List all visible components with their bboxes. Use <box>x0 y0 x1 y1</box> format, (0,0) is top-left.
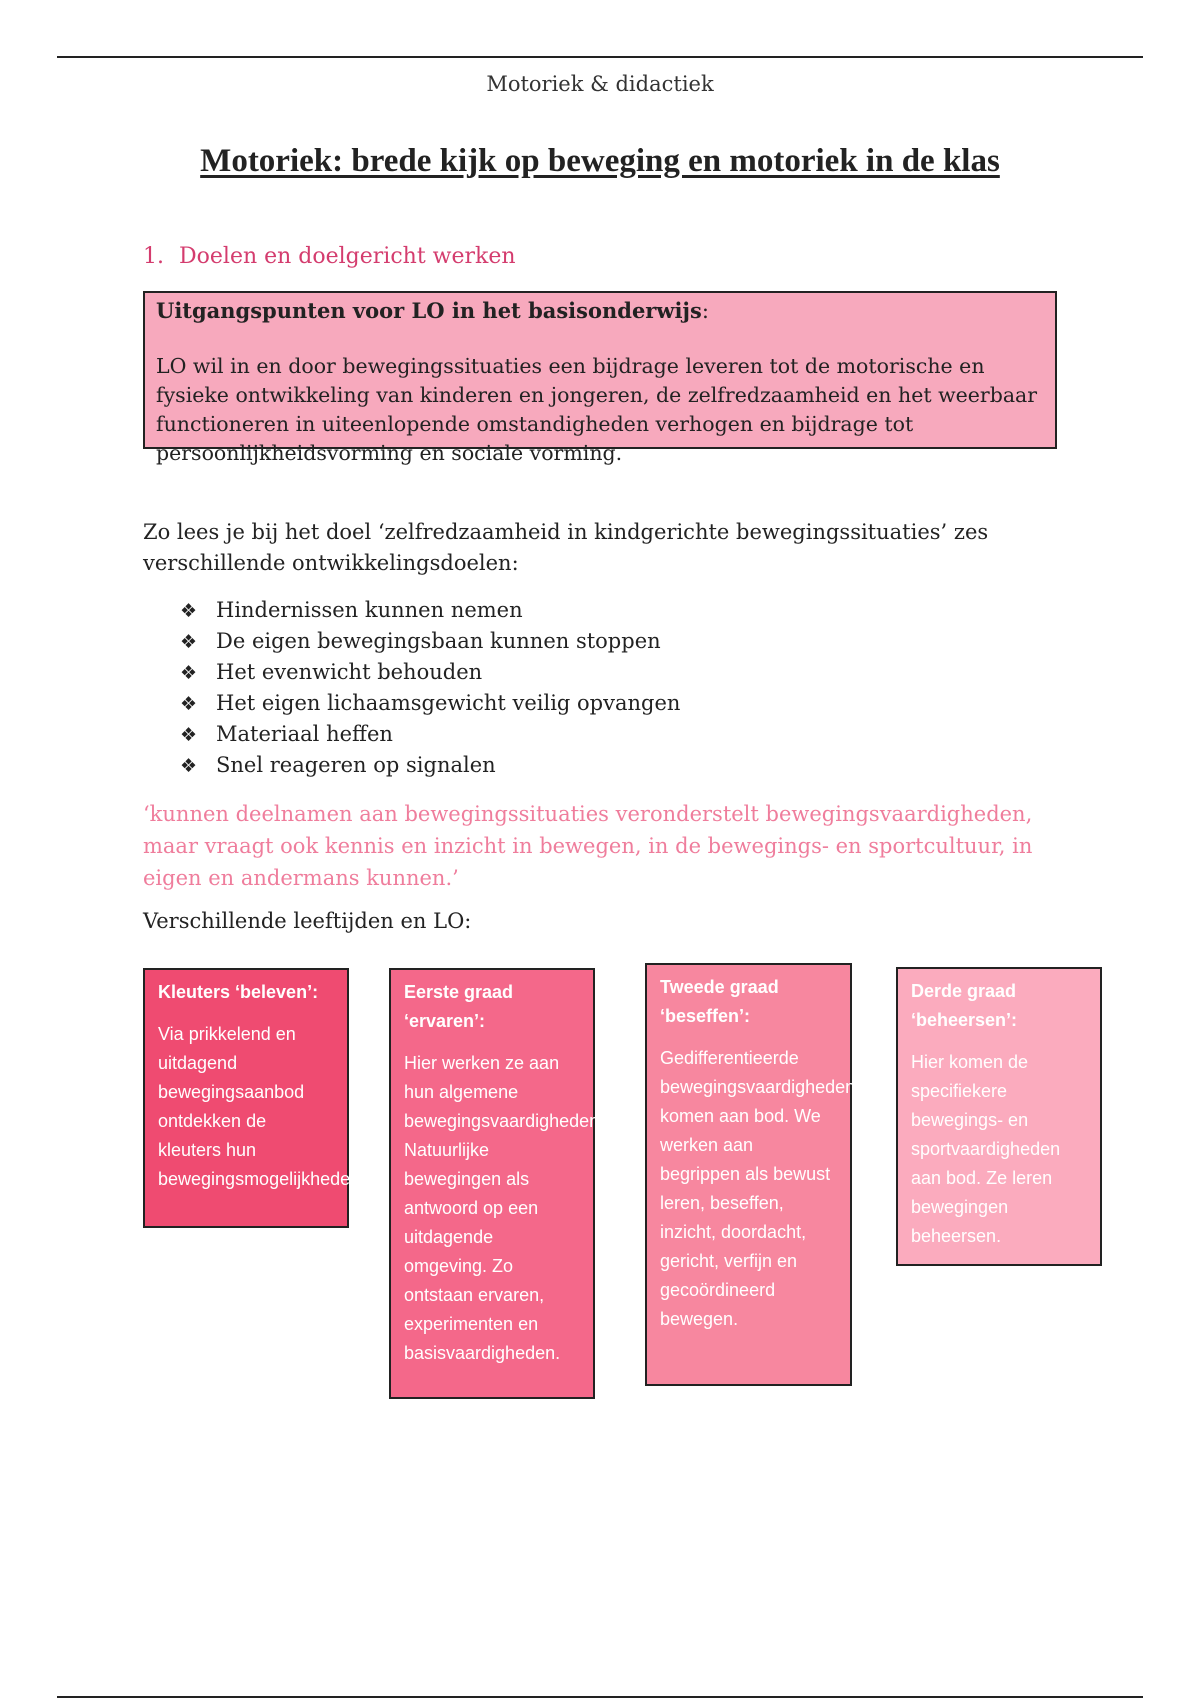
goal-text: Het eigen lichaamsgewicht veilig opvangen <box>216 691 681 715</box>
intro-paragraph: Zo lees je bij het doel ‘zelfredzaamheid in kindgerichte bewegingssituaties’ zes verschillende ontwikkelingsdoelen: <box>143 520 989 575</box>
callout-heading-suffix: : <box>701 299 709 323</box>
age-card-body: Gedifferentieerde bewegingsvaardigheden komen aan bod. We werken aan begrippen als bewust leren, beseffen, inzicht, doordacht, gericht, verfijn en gecoördineerd bewegen. <box>660 1048 856 1329</box>
development-goals-list <box>180 595 680 781</box>
age-card-title: Derde graad ‘beheersen’: <box>911 981 1018 1030</box>
age-card-body: Hier komen de specifiekere bewegings- en sportvaardigheden aan bod. Ze leren bewegingen beheersen. <box>911 1052 1061 1246</box>
section-number: 1. <box>143 244 164 269</box>
callout-body: LO wil in en door bewegingssituaties een bijdrage leveren tot de motorische en fysieke ontwikkeling van kinderen en jongeren, de zelfredzaamheid en het weerbaar functioneren in uiteenlopende omstandigheden verhogen en bijdrage tot persoonlijkheidsvorming en sociale vorming. <box>156 354 1038 465</box>
callout-heading <box>156 296 1044 326</box>
age-card-eerste-graad <box>389 968 605 1399</box>
ages-label: Verschillende leeftijden en LO: <box>143 909 472 933</box>
diamond-bullet-icon: ❖ <box>180 724 198 746</box>
goal-text: Hindernissen kunnen nemen <box>216 598 523 622</box>
list-item <box>180 626 680 657</box>
age-card-title: Tweede graad ‘beseffen’: <box>660 977 779 1026</box>
list-item <box>180 750 680 781</box>
diamond-bullet-icon: ❖ <box>180 755 198 777</box>
pink-quote: ‘kunnen deelnamen aan bewegingssituaties veronderstelt bewegingsvaardigheden, maar vraagt ook kennis en inzicht in bewegen, in de bewegings- en sportcultuur, in eigen en andermans kunnen.’ <box>143 802 1033 890</box>
callout-heading-bold: Uitgangspunten voor LO in het basisonderwijs <box>156 298 702 323</box>
list-item <box>180 595 680 626</box>
age-card-tweede-graad <box>645 963 856 1386</box>
goal-text: De eigen bewegingsbaan kunnen stoppen <box>216 629 661 653</box>
age-card-body: Via prikkelend en uitdagend bewegingsaanbod ontdekken de kleuters hun bewegingsmogelijkheden. <box>158 1024 366 1189</box>
age-card-body: Hier werken ze aan hun algemene bewegingsvaardigheden. Natuurlijke bewegingen als antwoord op een uitdagende omgeving. Zo ontstaan ervaren, experimenten en basisvaardigheden. <box>404 1053 605 1363</box>
principles-callout <box>143 291 1057 465</box>
diamond-bullet-icon: ❖ <box>180 600 198 622</box>
age-card-derde-graad <box>896 967 1102 1266</box>
top-rule <box>57 56 1143 58</box>
list-item <box>180 657 680 688</box>
diamond-bullet-icon: ❖ <box>180 693 198 715</box>
diamond-bullet-icon: ❖ <box>180 662 198 684</box>
list-item <box>180 688 680 719</box>
diamond-bullet-icon: ❖ <box>180 631 198 653</box>
goal-text: Het evenwicht behouden <box>216 660 483 684</box>
age-card-title: Kleuters ‘beleven’: <box>158 982 319 1002</box>
section-heading <box>143 244 516 269</box>
list-item <box>180 719 680 750</box>
section-heading-text: Doelen en doelgericht werken <box>179 244 516 269</box>
bottom-rule <box>57 1696 1143 1698</box>
page-title: Motoriek: brede kijk op beweging en motoriek in de klas <box>200 143 1000 179</box>
running-header: Motoriek & didactiek <box>486 72 714 96</box>
goal-text: Materiaal heffen <box>216 722 393 746</box>
age-card-kleuters <box>143 968 366 1228</box>
age-card-title: Eerste graad ‘ervaren’: <box>404 982 514 1031</box>
goal-text: Snel reageren op signalen <box>216 753 496 777</box>
